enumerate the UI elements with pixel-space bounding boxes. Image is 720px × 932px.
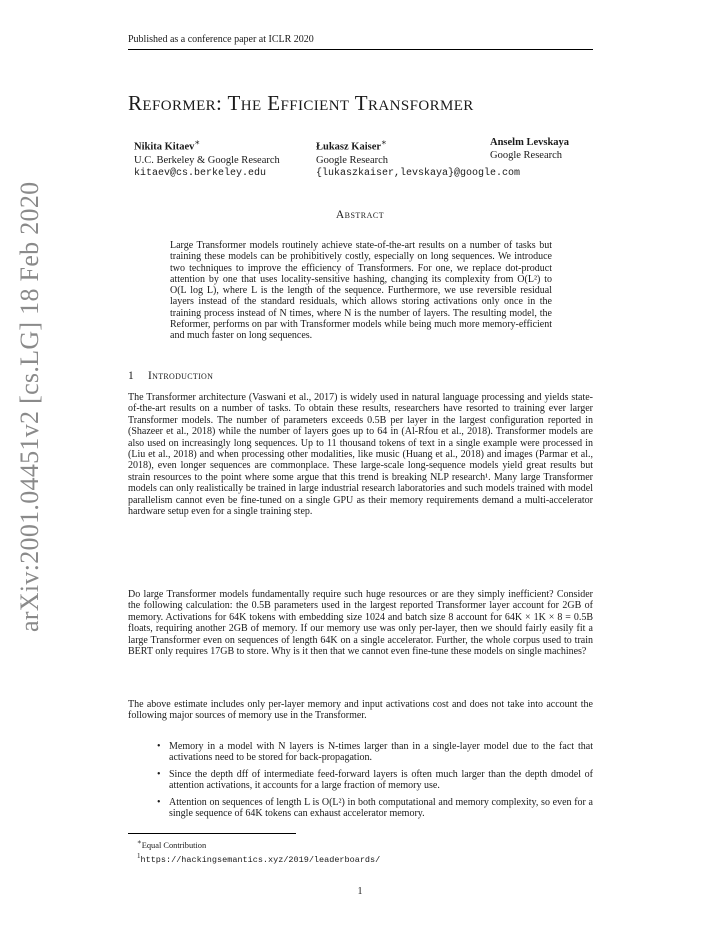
list-item [128,769,593,792]
footnote-mark: ∗ [137,838,142,846]
paragraph: The above estimate includes only per-layer memory and input activations cost and does not take into account the following major sources of memory use in the Transformer. [128,699,593,722]
arxiv-identifier: arXiv:2001.04451v2 [cs.LG] 18 Feb 2020 [15,181,44,632]
list-item-text: Memory in a model with N layers is N-times larger than in a single-layer model due to the fact that activations need to be stored for back-propagation. [169,741,593,764]
author-email: kitaev@cs.berkeley.edu [134,167,267,179]
author-mark: ∗ [381,137,387,147]
footnote [137,837,593,851]
paper-title: Reformer: The Efficient Transformer [128,91,474,115]
footnote-text: Equal Contribution [141,840,207,850]
running-header: Published as a conference paper at ICLR 2020 [128,34,593,50]
footnotes [137,837,593,866]
bullet-marker: • [157,768,161,780]
bullet-marker: • [157,741,161,752]
section-title: Introduction [148,370,214,382]
author-block [490,136,569,162]
author-name: Nikita Kitaev [134,141,195,153]
section-heading [128,370,598,382]
paragraph: Do large Transformer models fundamentally require such huge resources or are they simply inefficient? Consider the following calculation: the 0.5B parameters used in the largest reported Transformer layer account for 2GB of memory. Activations for 64K tokens with embedding size 1024 and batch size 8 account for 64K × 1K × 8 = 0.5B floats, requiring another 2GB of memory. If our memory use was only per-layer, then we should fairly easily fit a large Transformer even on sequences of length 64K on a single accelerator. Further, the whole corpus used to train BERT only requires 17GB to store. Why is it then that we cannot even fine-tune these models on single machines? [128,589,593,658]
author-affiliation: Google Research [316,154,389,166]
footnote-link[interactable]: https://hackingsemantics.xyz/2019/leaderboards/ [140,854,381,865]
author-affiliation: Google Research [490,150,563,161]
abstract-body: Large Transformer models routinely achieve state-of-the-art results on a number of tasks but training these models can be prohibitively costly, especially on long sequences. We introduce two techniques to improve the efficiency of Transformers. For one, we replace dot-product attention by one that uses locality-sensitive hashing, changing its complexity from O(L²) to O(L log L), where L is the length of the sequence. Furthermore, we use reversible residual layers instead of the standard residuals, which allows storing activations only once in the training process instead of N times, where N is the number of layers. The resulting model, the Reformer, performs on par with Transformer models while being much more memory-efficient and much faster on long sequences. [170,240,552,342]
paragraph: The Transformer architecture (Vaswani et al., 2017) is widely used in natural language processing and yields state-of-the-art results on a number of tasks. To obtain these results, researchers have resorted to training ever larger Transformer models. The number of parameters exceeds 0.5B per layer in the largest configuration reported in (Shazeer et al., 2018) while the number of layers goes up to 64 in (Al-Rfou et al., 2018). Transformer models are also used on increasingly long sequences. Up to 11 thousand tokens of text in a single example were processed in (Liu et al., 2018) and when processing other modalities, like music (Huang et al., 2018) and images (Parmar et al., 2018), even longer sequences are commonplace. These large-scale long-sequence models yield great results but strain resources to the point where some argue that this trend is breaking NLP research¹. Many large Transformer models can only realistically be trained in large industrial research laboratories and such models trained with model parallelism cannot even be fine-tuned on a single GPU as their memory requirements demand a multi-accelerator hardware setup even for a single training step. [128,392,593,518]
bullet-marker: • [157,796,161,808]
abstract-heading: Abstract [335,209,385,221]
list-item-text: Attention on sequences of length L is O(L²) in both computational and memory complexity, so even for a single sequence of 64K tokens can exhaust accelerator memory. [169,796,593,820]
author-email: {lukaszkaiser,levskaya}@google.com [316,167,521,179]
bullet-list [128,741,593,824]
author-affiliation: U.C. Berkeley & Google Research [134,154,280,166]
footnote-rule [128,833,296,834]
author-name: Anselm Levskaya [490,137,570,148]
author-mark: ∗ [194,137,201,147]
author-name: Łukasz Kaiser [316,141,382,153]
list-item [128,797,593,820]
section-number: 1 [128,370,135,382]
list-item [128,741,593,764]
page-number: 1 [357,886,363,897]
author-block [134,136,280,180]
footnote [137,851,593,866]
footnote-mark: 1 [137,851,141,860]
list-item-text: Since the depth dff of intermediate feed-forward layers is often much larger than the depth dmodel of attention activations, it accounts for a large fraction of memory use. [169,768,593,792]
